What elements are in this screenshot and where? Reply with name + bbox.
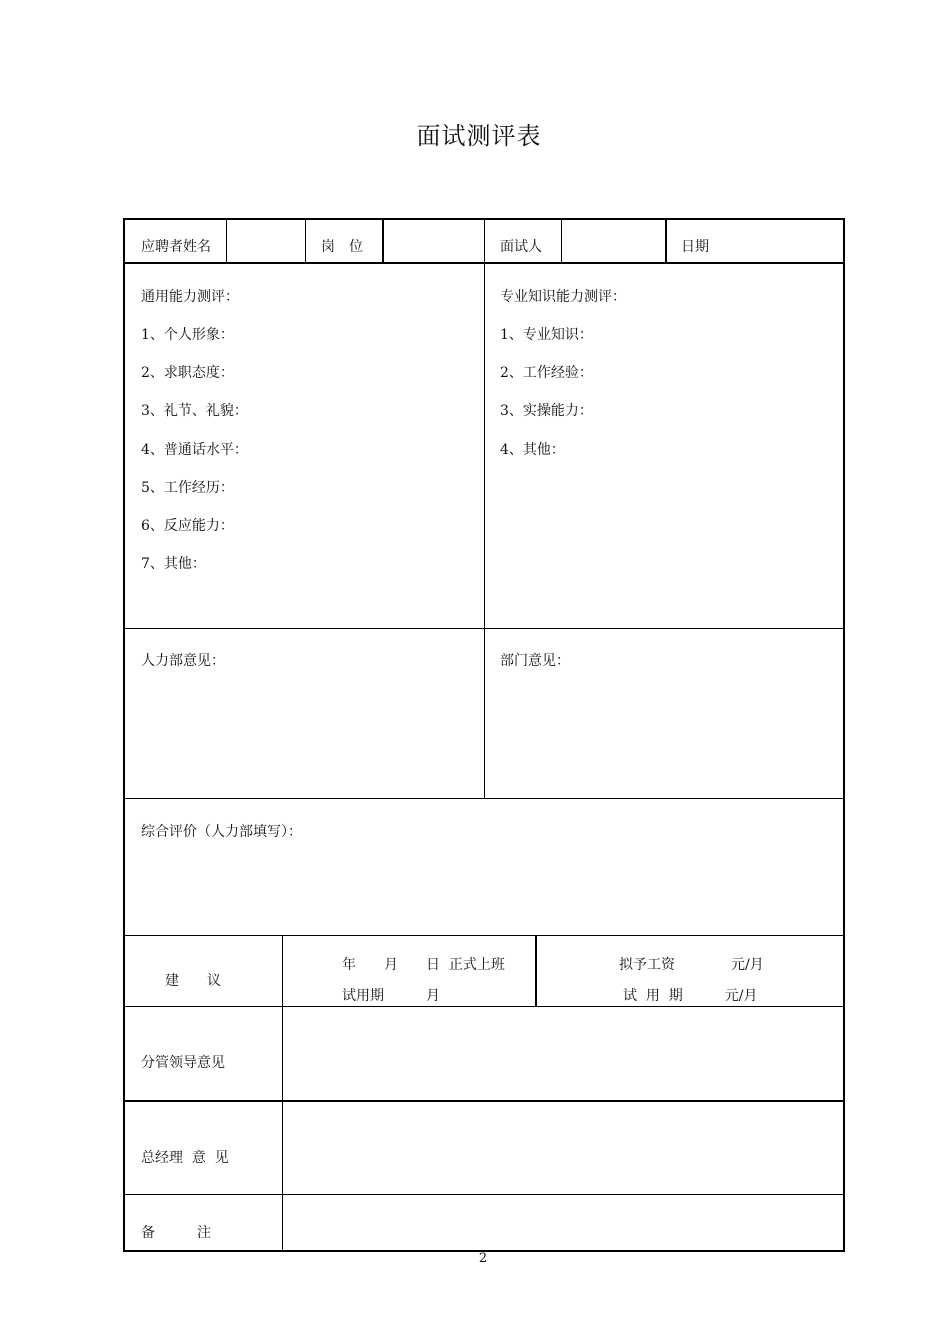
professional-item: 3、实操能力： [500,403,593,419]
professional-item: 4、其他： [500,442,565,458]
hr-opinion-label: 人力部意见： [141,653,225,669]
professional-item: 2、工作经验： [500,365,593,381]
general-item: 1、个人形象： [141,327,234,343]
start-date-text: 年 月 日 正式上班 [342,957,505,973]
col-divider [484,220,485,798]
row-divider [125,798,843,799]
general-item: 5、工作经历： [141,480,234,496]
general-ability-heading: 通用能力测评： [141,289,239,305]
date-label: 日期 [681,239,709,255]
col-divider [561,220,562,262]
row-divider [125,1006,843,1007]
col-divider [226,220,227,262]
overall-evaluation-label: 综合评价（人力部填写）： [141,824,302,840]
gm-opinion-label: 总经理 意 见 [141,1150,229,1166]
page-number: 2 [478,1251,488,1266]
professional-ability-heading: 专业知识能力测评： [500,289,626,305]
general-item: 7、其他： [141,556,206,572]
probation-salary-text: 试 用 期 元/月 [623,988,758,1004]
col-divider [535,935,537,1006]
evaluation-table [123,218,845,1252]
suggestion-label: 建 议 [165,973,221,989]
general-item: 2、求职态度： [141,365,234,381]
row-divider [125,1194,843,1195]
dept-opinion-label: 部门意见： [500,653,570,669]
row-divider [125,935,843,936]
row-divider [125,1100,843,1102]
probation-period-text: 试用期 月 [342,988,440,1004]
col-divider [665,220,667,262]
col-divider [382,220,384,262]
page-title: 面试测评表 [416,122,542,150]
general-item: 4、普通话水平： [141,442,248,458]
proposed-salary-text: 拟予工资 元/月 [619,957,764,973]
applicant-name-label: 应聘者姓名 [141,239,211,255]
professional-item: 1、专业知识： [500,327,593,343]
remarks-label: 备 注 [141,1225,211,1241]
general-item: 6、反应能力： [141,518,234,534]
col-divider [282,935,283,1252]
interviewer-label: 面试人 [500,239,542,255]
general-item: 3、礼节、礼貌： [141,403,248,419]
position-label: 岗 位 [321,239,363,255]
manager-opinion-label: 分管领导意见 [141,1055,225,1071]
col-divider [305,220,306,262]
